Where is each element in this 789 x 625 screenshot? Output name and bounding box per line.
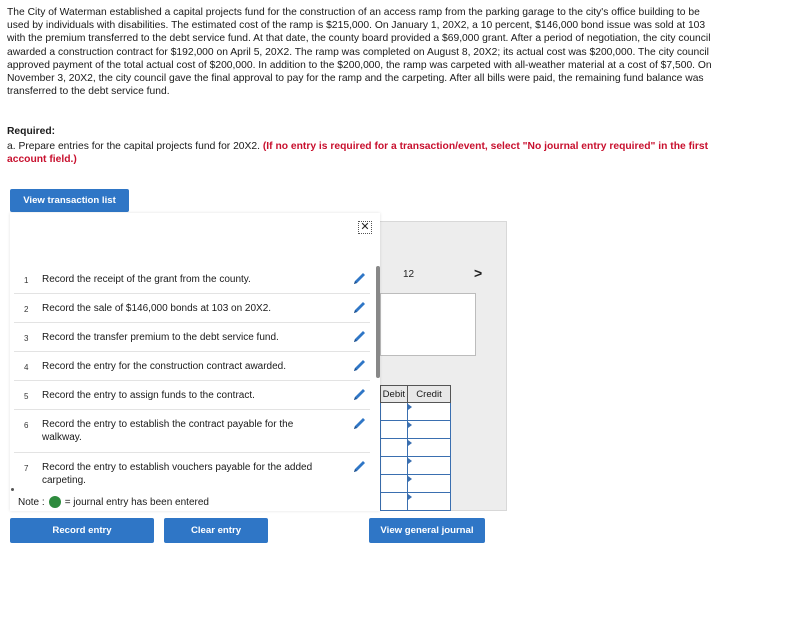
entry-number[interactable]: 12 — [403, 269, 415, 280]
pencil-icon[interactable] — [352, 460, 368, 474]
table-row — [380, 475, 451, 493]
view-general-journal-button[interactable]: View general journal — [369, 518, 485, 543]
required-hint: (If no entry is required for a transaction/event, select "No journal entry required" in the first account field.) — [7, 141, 709, 166]
transaction-number: 1 — [24, 276, 29, 285]
legend-note — [18, 496, 209, 508]
table-row — [380, 439, 451, 457]
list-item[interactable] — [14, 294, 370, 323]
transaction-number: 5 — [24, 392, 29, 401]
bullet-dot — [11, 488, 14, 491]
list-item[interactable] — [14, 323, 370, 352]
credit-field[interactable] — [407, 475, 451, 493]
credit-field[interactable] — [407, 403, 451, 421]
pencil-icon[interactable] — [352, 359, 368, 373]
debit-field[interactable] — [380, 475, 407, 493]
view-transaction-list-button[interactable]: View transaction list — [10, 189, 129, 212]
required-part-a: a. Prepare entries for the capital projects fund for 20X2. — [7, 141, 260, 152]
credit-field[interactable] — [407, 439, 451, 457]
transaction-description: Record the entry for the construction contract awarded. — [42, 361, 287, 372]
clear-entry-button[interactable]: Clear entry — [164, 518, 268, 543]
pencil-icon[interactable] — [352, 417, 368, 431]
green-dot-icon — [49, 496, 61, 508]
credit-field[interactable] — [407, 421, 451, 439]
record-entry-button[interactable]: Record entry — [10, 518, 154, 543]
table-row — [380, 421, 451, 439]
debit-field[interactable] — [380, 439, 407, 457]
next-entry-chevron-icon[interactable]: > — [474, 265, 483, 281]
transaction-description: Record the sale of $146,000 bonds at 103 on 20X2. — [42, 303, 272, 314]
close-icon[interactable]: ✕ — [358, 221, 372, 234]
pencil-icon[interactable] — [352, 301, 368, 315]
transaction-number: 6 — [24, 421, 29, 430]
scrollbar[interactable] — [376, 266, 380, 378]
transaction-list — [14, 264, 370, 489]
debit-field[interactable] — [380, 421, 407, 439]
required-heading: Required: — [7, 126, 56, 137]
journal-entry-table — [380, 385, 451, 511]
debit-field[interactable] — [380, 457, 407, 475]
transaction-description: Record the transfer premium to the debt service fund. — [42, 332, 279, 343]
table-row — [380, 457, 451, 475]
table-row — [380, 403, 451, 421]
credit-field[interactable] — [407, 493, 451, 511]
note-suffix: = journal entry has been entered — [64, 496, 209, 508]
debit-column-header: Debit — [380, 385, 407, 403]
required-instructions — [7, 140, 719, 166]
transaction-number: 2 — [24, 305, 29, 314]
list-item[interactable] — [14, 410, 370, 453]
problem-statement: The City of Waterman established a capital projects fund for the construction of an access ramp from the parking garage to the city's office building to be used by individuals with disabilities. The estimated cost of the ramp is $215,000. On January 1, 20X2, a 10 percent, $146,000 bond issue was sold at 103 with the premium transferred to the debt service fund. At that date, the county board provided a $69,000 grant. After a period of negotiation, the city council awarded a construction contract for $192,000 on April 5, 20X2. The ramp was completed on August 8, 20X2; its actual cost was $200,000. The city council approved payment of the total actual cost of $200,000. In addition to the $200,000, the ramp was carpeted with all-weather material at a cost of $7,500. On November 3, 20X2, the city council gave the final approval to pay for the ramp and the carpeting. After all bills were paid, the remaining fund balance was transferred to the debt service fund. — [7, 7, 712, 98]
transaction-number: 3 — [24, 334, 29, 343]
credit-field[interactable] — [407, 457, 451, 475]
credit-column-header: Credit — [407, 385, 451, 403]
transaction-number: 7 — [24, 464, 29, 473]
pencil-icon[interactable] — [352, 388, 368, 402]
transaction-description: Record the entry to assign funds to the contract. — [42, 390, 255, 401]
list-item[interactable] — [14, 453, 370, 489]
transaction-number: 4 — [24, 363, 29, 372]
note-prefix: Note : — [18, 496, 45, 508]
debit-field[interactable] — [380, 493, 407, 511]
pencil-icon[interactable] — [352, 330, 368, 344]
list-item[interactable] — [14, 352, 370, 381]
transaction-description: Record the entry to establish the contract payable for the walkway. — [42, 419, 294, 443]
list-item[interactable] — [14, 264, 370, 294]
transaction-description-box — [380, 293, 476, 356]
transaction-description: Record the entry to establish vouchers payable for the added carpeting. — [42, 462, 313, 486]
transaction-description: Record the receipt of the grant from the county. — [42, 274, 251, 285]
list-item[interactable] — [14, 381, 370, 410]
table-row — [380, 493, 451, 511]
debit-field[interactable] — [380, 403, 407, 421]
pencil-icon[interactable] — [352, 272, 368, 286]
